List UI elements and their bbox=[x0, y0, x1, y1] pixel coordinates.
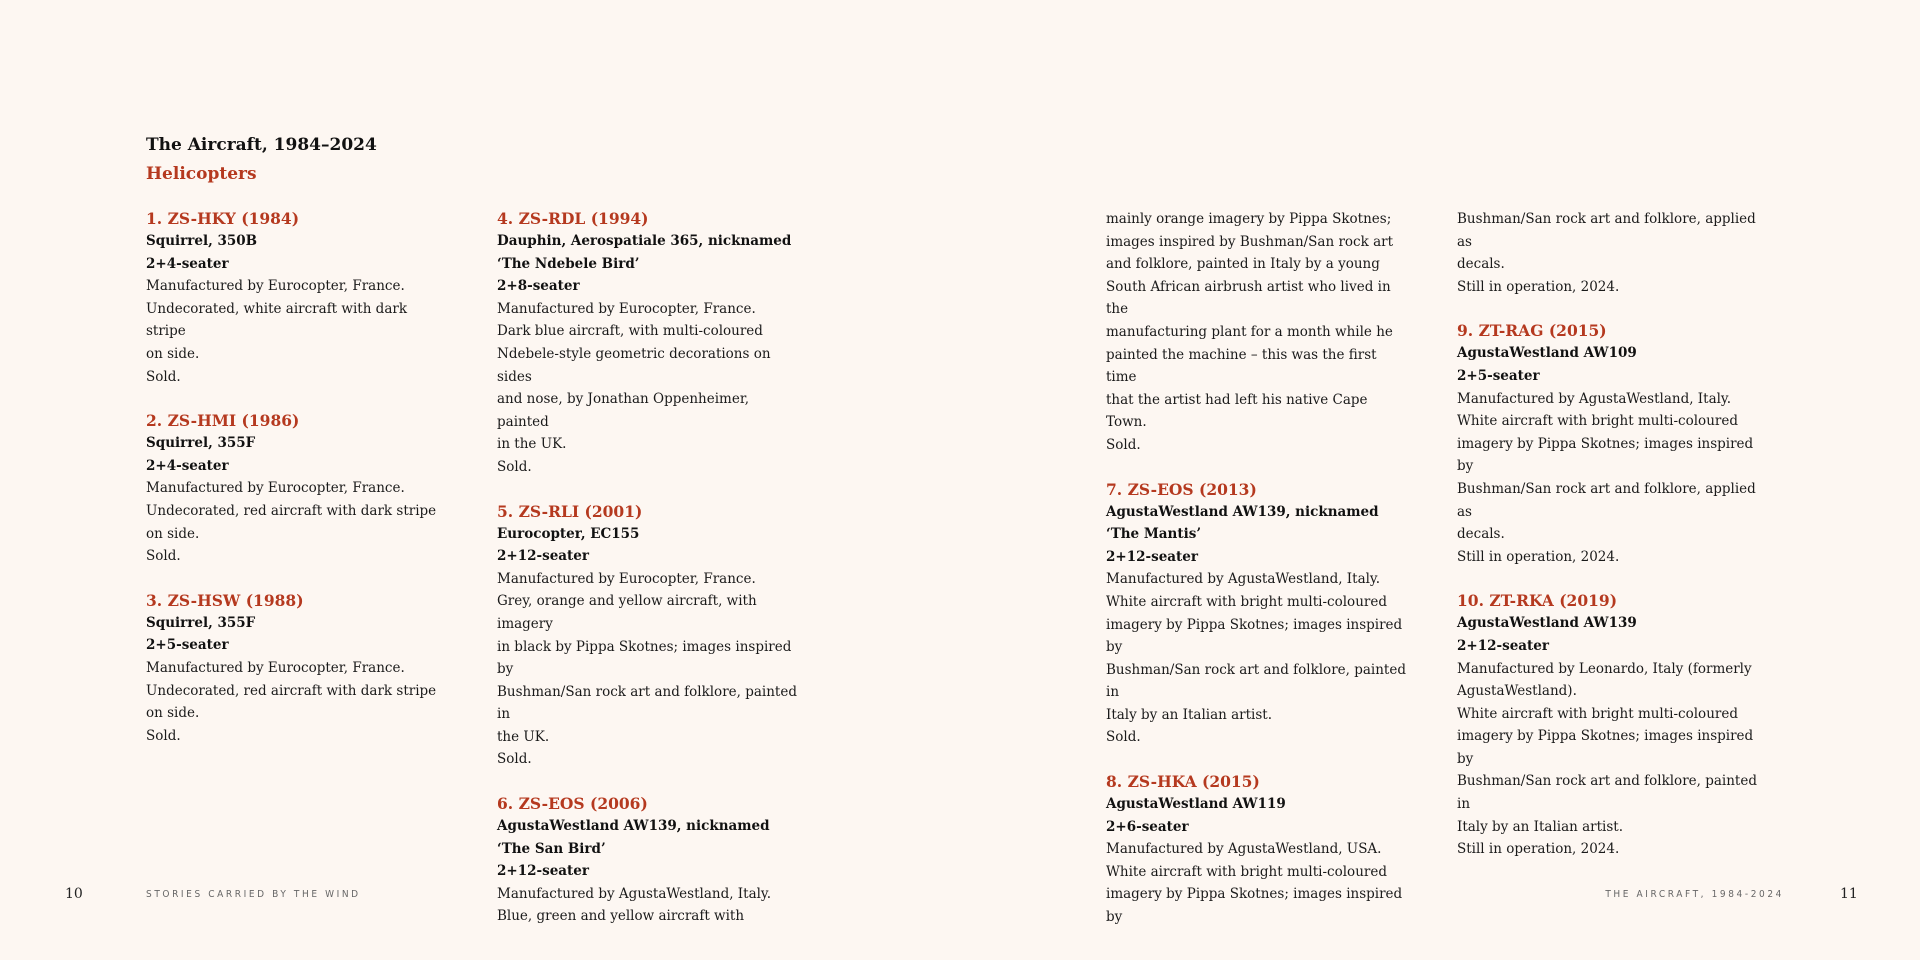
entry-line: Sold. bbox=[146, 548, 181, 565]
entry-line: White aircraft with bright multi-coloured bbox=[1457, 413, 1738, 430]
entry-seats: 2+8-seater bbox=[497, 278, 580, 295]
entry-line: White aircraft with bright multi-coloured bbox=[1106, 593, 1387, 610]
entry-model: AgustaWestland AW139, nicknamed bbox=[497, 818, 770, 835]
entry-model: Squirrel, 355F bbox=[146, 614, 256, 631]
continued-text bbox=[1106, 208, 1406, 457]
entry-line: Sold. bbox=[497, 458, 532, 475]
entry-line: painted the machine – this was the first time bbox=[1106, 346, 1377, 386]
page-number: 10 bbox=[65, 886, 83, 902]
entry-seats: 2+12-seater bbox=[497, 863, 589, 880]
entry-line: and nose, by Jonathan Oppenheimer, painted bbox=[497, 391, 750, 430]
entry-line: images inspired by Bushman/San rock art bbox=[1106, 233, 1394, 250]
entry-line: Sold. bbox=[1106, 729, 1141, 746]
entry-line: Dark blue aircraft, with multi-coloured bbox=[497, 323, 763, 340]
column-2 bbox=[497, 208, 797, 950]
entry-title: 3. ZS-HSW (1988) bbox=[146, 590, 304, 610]
entry-line: imagery by Pippa Skotnes; images inspired by bbox=[1106, 616, 1403, 656]
page-title: The Aircraft, 1984–2024 bbox=[146, 135, 377, 155]
entry-title: 7. ZS-EOS (2013) bbox=[1106, 479, 1257, 499]
entry-model: Squirrel, 355F bbox=[146, 435, 256, 452]
entry-model: AgustaWestland AW139 bbox=[1457, 615, 1637, 632]
entry-line: on side. bbox=[146, 705, 200, 722]
entry-line: Manufactured by AgustaWestland, USA. bbox=[1106, 841, 1382, 858]
entry-line: Manufactured by AgustaWestland, Italy. bbox=[1457, 390, 1732, 407]
entry-title: 8. ZS-HKA (2015) bbox=[1106, 772, 1260, 792]
aircraft-entry bbox=[1106, 771, 1406, 929]
entry-line: Blue, green and yellow aircraft with bbox=[497, 908, 745, 925]
column-3 bbox=[1106, 208, 1406, 951]
entry-line: imagery by Pippa Skotnes; images inspired by bbox=[1457, 435, 1754, 475]
entry-line: Bushman/San rock art and folklore, applied as bbox=[1457, 211, 1756, 250]
entry-model: Squirrel, 350B bbox=[146, 233, 258, 249]
entry-line: South African airbrush artist who lived in the bbox=[1106, 278, 1391, 318]
entry-line: Manufactured by Eurocopter, France. bbox=[146, 278, 405, 295]
entry-nickname: ‘The San Bird’ bbox=[497, 840, 606, 857]
entry-line: Italy by an Italian artist. bbox=[1106, 706, 1273, 723]
aircraft-entry bbox=[146, 208, 446, 388]
entry-line: on side. bbox=[146, 345, 200, 362]
entry-line: Still in operation, 2024. bbox=[1457, 548, 1620, 565]
entry-nickname: ‘The Ndebele Bird’ bbox=[497, 255, 640, 272]
entry-title: 10. ZT-RKA (2019) bbox=[1457, 591, 1618, 611]
entry-line: Ndebele-style geometric decorations on sides bbox=[497, 345, 771, 385]
entry-line: Manufactured by Leonardo, Italy (formerly bbox=[1457, 660, 1752, 677]
entry-title: 4. ZS-RDL (1994) bbox=[497, 209, 649, 228]
entry-line: and folklore, painted in Italy by a young bbox=[1106, 256, 1380, 273]
entry-line: in the UK. bbox=[497, 436, 567, 453]
entry-line: Still in operation, 2024. bbox=[1457, 278, 1620, 295]
entry-seats: 2+5-seater bbox=[146, 637, 229, 654]
aircraft-entry bbox=[1457, 320, 1757, 568]
entry-line: White aircraft with bright multi-coloured bbox=[1457, 705, 1738, 722]
running-head: STORIES CARRIED BY THE WIND bbox=[146, 889, 361, 900]
entry-line: Sold. bbox=[497, 751, 532, 768]
entry-model: AgustaWestland AW119 bbox=[1106, 796, 1286, 813]
entry-line: Italy by an Italian artist. bbox=[1457, 818, 1624, 835]
entry-line: Bushman/San rock art and folklore, painted in bbox=[1106, 661, 1406, 701]
right-page bbox=[960, 0, 1920, 960]
entry-line: manufacturing plant for a month while he bbox=[1106, 323, 1393, 340]
entry-title: 6. ZS-EOS (2006) bbox=[497, 794, 648, 814]
aircraft-entry bbox=[497, 793, 797, 928]
entry-seats: 2+12-seater bbox=[497, 548, 589, 565]
entry-seats: 2+12-seater bbox=[1457, 637, 1549, 654]
entry-line: Grey, orange and yellow aircraft, with imagery bbox=[497, 593, 757, 632]
entry-line: in black by Pippa Skotnes; images inspired by bbox=[497, 638, 792, 678]
entry-line: imagery by Pippa Skotnes; images inspired by bbox=[1457, 728, 1754, 767]
entry-title: 5. ZS-RLI (2001) bbox=[497, 501, 643, 521]
entry-line: AgustaWestland). bbox=[1457, 683, 1577, 700]
entry-seats: 2+6-seater bbox=[1106, 818, 1189, 835]
entry-line: Manufactured by AgustaWestland, Italy. bbox=[1106, 571, 1381, 588]
entry-line: Sold. bbox=[146, 727, 181, 744]
entry-line: Undecorated, white aircraft with dark stripe bbox=[146, 300, 408, 340]
entry-line: Bushman/San rock art and folklore, painted in bbox=[497, 683, 797, 723]
entry-line: Bushman/San rock art and folklore, applied as bbox=[1457, 480, 1756, 520]
entry-line: that the artist had left his native Cape Town. bbox=[1106, 391, 1368, 431]
entry-title: 1. ZS-HKY (1984) bbox=[146, 209, 300, 228]
entry-line: Bushman/San rock art and folklore, painted in bbox=[1457, 773, 1757, 813]
column-4 bbox=[1457, 208, 1757, 883]
entry-line: Manufactured by Eurocopter, France. bbox=[497, 570, 756, 587]
entry-line: decals. bbox=[1457, 256, 1505, 273]
entry-title: 2. ZS-HMI (1986) bbox=[146, 411, 300, 431]
entry-line: Manufactured by Eurocopter, France. bbox=[146, 480, 405, 497]
entry-line: Sold. bbox=[146, 368, 181, 385]
entry-line: decals. bbox=[1457, 526, 1505, 543]
entry-line: on side. bbox=[146, 525, 200, 542]
entry-line: Undecorated, red aircraft with dark stripe bbox=[146, 682, 437, 699]
entry-line: Undecorated, red aircraft with dark stripe bbox=[146, 502, 437, 519]
entry-line: Still in operation, 2024. bbox=[1457, 841, 1620, 858]
aircraft-entry bbox=[146, 590, 446, 748]
aircraft-entry bbox=[497, 208, 797, 479]
entry-line: Manufactured by Eurocopter, France. bbox=[146, 659, 405, 676]
running-head: THE AIRCRAFT, 1984-2024 bbox=[1605, 889, 1784, 900]
entry-model: AgustaWestland AW109 bbox=[1457, 345, 1637, 362]
entry-line: Manufactured by AgustaWestland, Italy. bbox=[497, 885, 772, 902]
column-1 bbox=[146, 208, 446, 769]
entry-seats: 2+4-seater bbox=[146, 255, 229, 272]
section-heading bbox=[146, 134, 377, 185]
entry-model: AgustaWestland AW139, nicknamed bbox=[1106, 503, 1379, 520]
page-number: 11 bbox=[1840, 886, 1858, 902]
entry-seats: 2+4-seater bbox=[146, 457, 229, 474]
aircraft-entry bbox=[146, 410, 446, 568]
aircraft-entry bbox=[497, 501, 797, 772]
entry-seats: 2+5-seater bbox=[1457, 367, 1540, 384]
section-subtitle: Helicopters bbox=[146, 164, 257, 184]
aircraft-entry bbox=[1106, 479, 1406, 750]
entry-model: Eurocopter, EC155 bbox=[497, 525, 640, 542]
entry-title: 9. ZT-RAG (2015) bbox=[1457, 321, 1607, 341]
entry-line: the UK. bbox=[497, 728, 550, 745]
entry-line: Sold. bbox=[1106, 436, 1141, 453]
entry-line: imagery by Pippa Skotnes; images inspired by bbox=[1106, 886, 1403, 926]
entry-line: White aircraft with bright multi-coloured bbox=[1106, 863, 1387, 880]
entry-nickname: ‘The Mantis’ bbox=[1106, 526, 1202, 543]
entry-line: mainly orange imagery by Pippa Skotnes; bbox=[1106, 211, 1392, 227]
entry-line: Manufactured by Eurocopter, France. bbox=[497, 300, 756, 317]
entry-seats: 2+12-seater bbox=[1106, 548, 1198, 565]
entry-model: Dauphin, Aerospatiale 365, nicknamed bbox=[497, 233, 792, 249]
continued-text bbox=[1457, 208, 1757, 298]
aircraft-entry bbox=[1457, 590, 1757, 861]
